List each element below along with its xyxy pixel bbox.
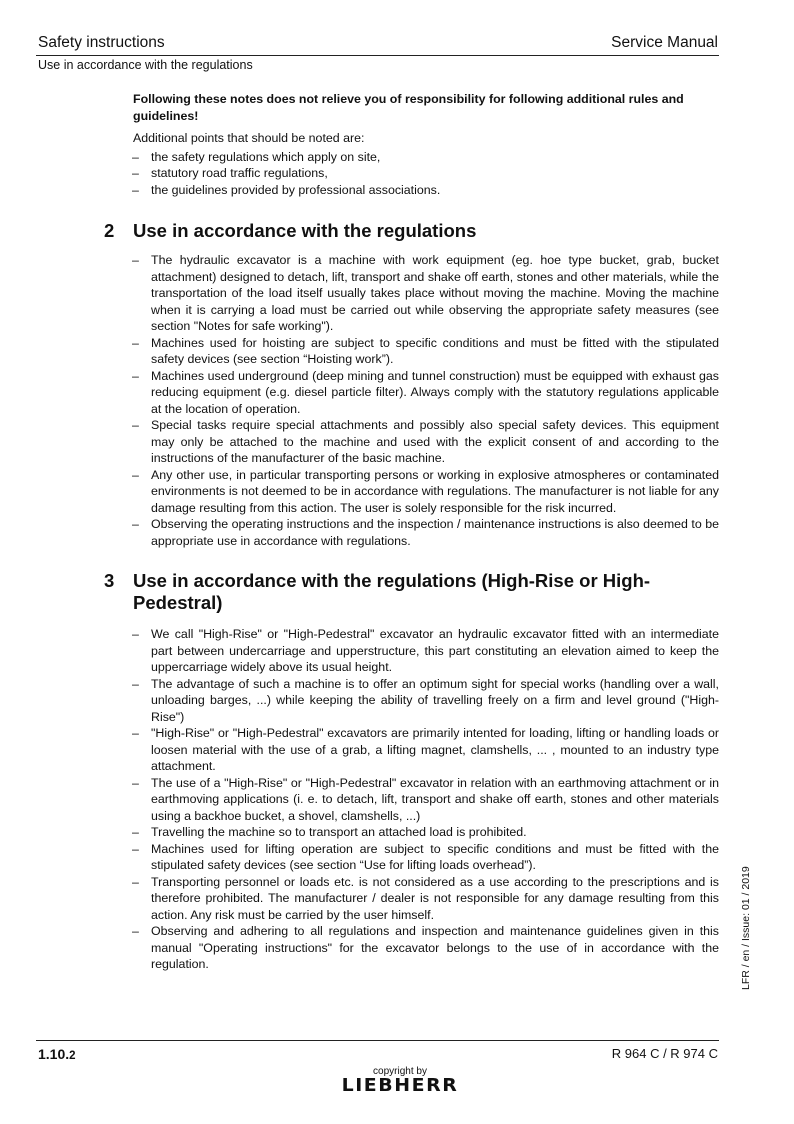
responsibility-note: Following these notes does not relieve you of responsibility for following additional rules and guidelines! [133, 92, 684, 123]
list-item: – statutory road traffic regulations, [132, 166, 328, 180]
section-number: 3 [104, 570, 115, 591]
header-section-title: Safety instructions [38, 34, 165, 51]
list-item: – Special tasks require special attachments and possibly also special safety devices. This equipment may only be attached to the machine and used with the explicit consent of and according to the instructions of the manufacturer of the basic machine. [132, 418, 719, 465]
section-title: Use in accordance with the regulations (High-Rise or High-Pedestral) [133, 570, 651, 613]
list-item: – the safety regulations which apply on site, [132, 149, 381, 164]
intro-list [133, 149, 719, 199]
header-subtitle: Use in accordance with the regulations [38, 58, 253, 72]
issue-side-note: LFR / en / Issue: 01 / 2019 [740, 866, 752, 990]
list-item: – Machines used for lifting operation are subject to specific conditions and must be fitted with the stipulated safety devices (see section “Use for lifting loads overhead”). [132, 841, 719, 872]
header-divider [36, 55, 719, 56]
liebherr-logo: LIEBHERR [341, 1075, 459, 1096]
section-3-list [133, 626, 719, 973]
list-item: – The use of a "High-Rise" or "High-Pedestral" excavator in relation with an earthmoving attachment or in earthmoving applications (i. e. to detach, lift, transport and shake off earth, stones and other materials using a backhoe bucket, a shovel, clamshells, ...) [132, 775, 719, 823]
header-manual-label: Service Manual [611, 34, 718, 51]
model-label: R 964 C / R 974 C [611, 1046, 718, 1061]
list-item: – Machines used for hoisting are subject to specific conditions and must be fitted with the stipulated safety devices (see section “Hoisting work”). [132, 335, 719, 366]
list-item: – Observing and adhering to all regulations and inspection and maintenance guidelines given in this manual "Operating instructions" for the excavator belongs to the use of in accordance with the regulation. [132, 924, 719, 971]
list-item: – Transporting personnel or loads etc. is not considered as a use according to the prescriptions and is therefore prohibited. The manufacturer / dealer is not responsible for any damage resulting from this action. Any risk must be carried by the user himself. [132, 874, 719, 922]
section-2-list [133, 252, 719, 549]
copyright-label: copyright by [373, 1066, 427, 1077]
list-item: – "High-Rise" or "High-Pedestral" excavators are primarily intented for loading, lifting or handling loads or loosen material with the use of a grab, a lifting magnet, clamshells, ... , mounted to an industry type attachment. [132, 726, 719, 773]
document-body [104, 91, 719, 973]
list-item: – Observing the operating instructions and the inspection / maintenance instructions is also deemed to be appropriate use in accordance with regulations. [132, 517, 719, 548]
list-item: – the guidelines provided by professional associations. [132, 182, 441, 197]
section-2-heading [104, 220, 719, 242]
section-number: 2 [104, 220, 115, 241]
page-number: 1.10.2 [38, 1046, 76, 1062]
intro-lead: Additional points that should be noted are: [133, 131, 365, 145]
footer-divider [36, 1040, 719, 1041]
list-item: – Machines used underground (deep mining and tunnel construction) must be equipped with exhaust gas reducing equipment (e.g. diesel particle filter). Always comply with the statutory regulations applicable at the location of operation. [132, 368, 719, 416]
list-item: – The hydraulic excavator is a machine with work equipment (eg. hoe type bucket, grab, bucket attachment) designed to detach, lift, transport and shake off earth, stones and other materials, while the transportation of the load itself usually takes place without moving the machine. Moving the machine when it is carrying a load must be carried out while observing the appropriate safety measures (see section "Notes for safe working"). [132, 253, 719, 333]
list-item: – The advantage of such a machine is to offer an optimum sight for special works (handling over a wall, unloading barges, ...) while keeping the ability of travelling freely on a firm and level ground ("High-Rise") [132, 676, 719, 724]
list-item: – We call "High-Rise" or "High-Pedestral" excavator an hydraulic excavator fitted with an intermediate part between undercarriage and upperstructure, this part constituting an elevation aimed to keep the uppercarriage widely above its usual height. [132, 627, 719, 674]
list-item: – Any other use, in particular transporting persons or working in explosive atmospheres or contaminated environments is not deemed to be in accordance with regulations. The manufacturer is not liable for any damage resulting from this action. The user is solely responsible for the risk incurred. [132, 467, 719, 515]
section-title: Use in accordance with the regulations [133, 220, 477, 241]
list-item: – Travelling the machine so to transport an attached load is prohibited. [132, 825, 527, 839]
section-3-heading [104, 570, 719, 614]
